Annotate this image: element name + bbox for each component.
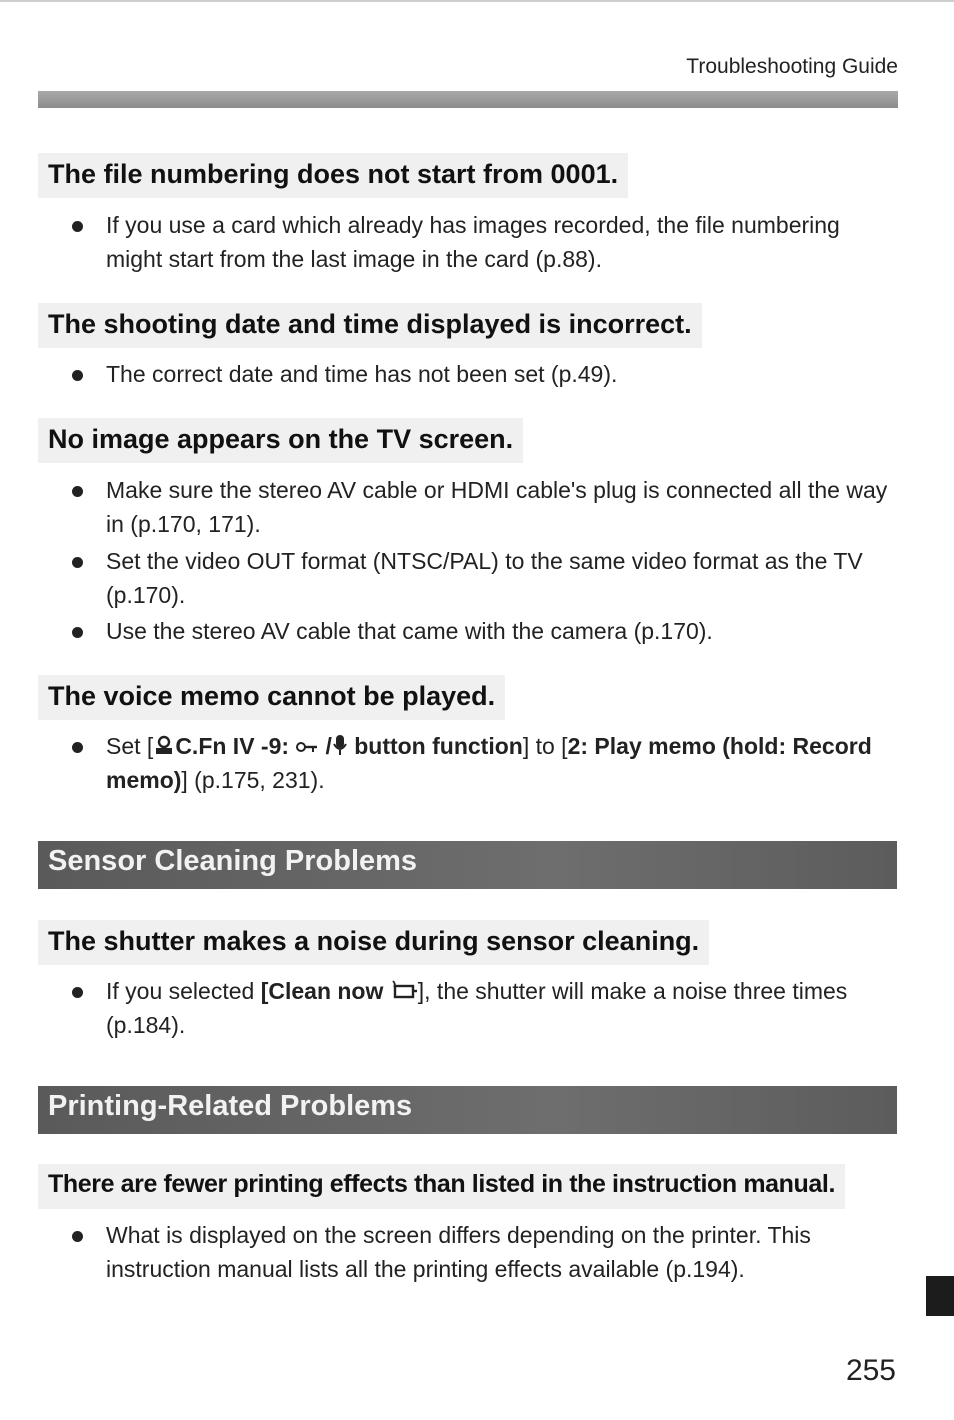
bullet-file-numbering: If you use a card which already has images recorded, the file numbering might start from the last image in the card (p.88). xyxy=(106,208,896,276)
bullet-shutter-noise xyxy=(106,974,896,1042)
lock-icon xyxy=(295,738,325,756)
memo-to-text: ] to [ xyxy=(522,733,568,759)
custom-function-icon xyxy=(153,734,175,756)
memo-ref-text: ] (p.175, 231). xyxy=(181,767,325,793)
page-number: 255 xyxy=(845,1354,896,1387)
memo-cfn-text: C.Fn IV -9: xyxy=(175,733,290,759)
memo-set-text: Set [ xyxy=(106,733,154,759)
heading-file-numbering: The file numbering does not start from 0001. xyxy=(38,153,628,198)
section-bar-printing: Printing-Related Problems xyxy=(38,1086,897,1134)
bullet-tv-format: Set the video OUT format (NTSC/PAL) to the same video format as the TV (p.170). xyxy=(106,544,896,612)
bullet-printing-effects: What is displayed on the screen differs depending on the printer. This instruction manual lists all the printing effects available (p.194). xyxy=(106,1218,896,1286)
bullet-voice-memo: Set [ C.Fn IV -9: / button function] to [2: Play memo (hold: Record memo)] (p.175, 231). xyxy=(106,729,896,797)
clean-pre-text: If you selected xyxy=(106,978,261,1004)
heading-shutter-noise: The shutter makes a noise during sensor cleaning. xyxy=(38,920,709,965)
memo-play-text: 2: Play memo (hold: Record memo) xyxy=(106,733,872,793)
microphone-icon xyxy=(332,734,348,756)
heading-printing-effects: There are fewer printing effects than listed in the instruction manual. xyxy=(38,1164,845,1209)
section-bar-sensor-cleaning: Sensor Cleaning Problems xyxy=(38,841,897,889)
bullet-date-time: The correct date and time has not been set (p.49). xyxy=(106,357,896,391)
bullet-tv-cable: Make sure the stereo AV cable or HDMI cable's plug is connected all the way in (p.170, 171). xyxy=(106,473,896,541)
heading-voice-memo: The voice memo cannot be played. xyxy=(38,675,505,720)
thumb-index-tab xyxy=(926,1276,954,1316)
heading-date-time: The shooting date and time displayed is incorrect. xyxy=(38,303,702,348)
running-header: Troubleshooting Guide xyxy=(686,55,898,78)
clean-bold-text: [Clean now xyxy=(260,978,384,1004)
heading-tv-screen: No image appears on the TV screen. xyxy=(38,418,523,463)
bullet-tv-av-cable: Use the stereo AV cable that came with the camera (p.170). xyxy=(106,614,896,648)
sensor-clean-icon xyxy=(390,979,418,1001)
clean-post-text: ], the shutter will make a noise three times (p.184). xyxy=(106,978,848,1038)
header-rule xyxy=(38,91,898,108)
memo-button-text: button function xyxy=(354,733,523,759)
